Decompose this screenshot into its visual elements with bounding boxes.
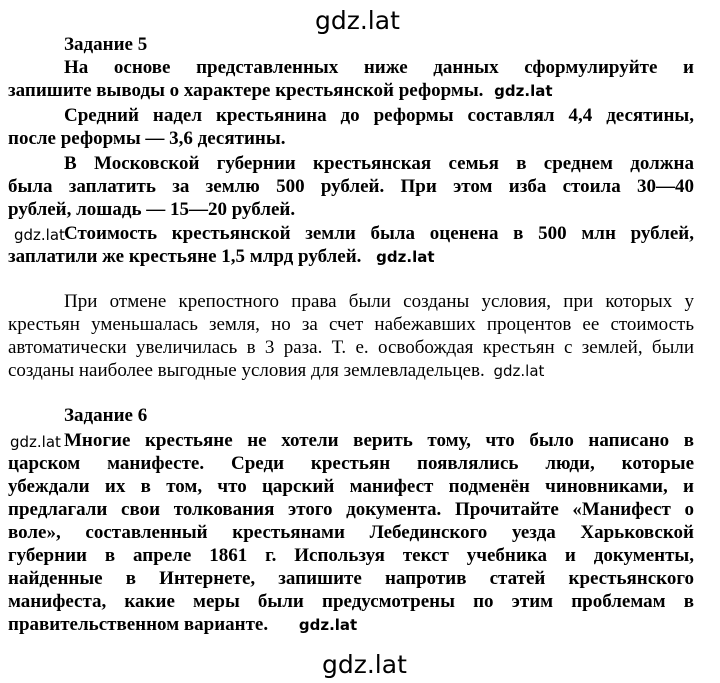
task5-line-3: Средний надел крестьянина до реформы составлял 4,4 десятины,: [64, 105, 694, 126]
task5-line-9-text: заплатили же крестьяне 1,5 млрд рублей.: [8, 246, 362, 267]
watermark-inline-6: gdz.lat: [298, 616, 358, 634]
answer-line-4: [8, 359, 694, 383]
watermark-inline-5: gdz.lat: [10, 433, 61, 451]
watermark-bottom: gdz.lat: [322, 650, 407, 679]
watermark-inline-1: gdz.lat: [494, 82, 553, 100]
task5-heading: Задание 5: [64, 34, 148, 55]
answer-line-4-text: созданы наиболее выгодные условия для землевладельцев.: [8, 360, 485, 381]
task6-line-8: манифеста, какие меры были предусмотрены по этим проблемам в: [8, 591, 694, 612]
task5-line-9: [8, 245, 694, 269]
watermark-inline-4: gdz.lat: [493, 362, 545, 380]
task5-line-6: была заплатить за землю 500 рублей. При этом изба стоила 30—40: [8, 176, 694, 197]
answer-line-3: автоматически увеличилась в 3 раза. Т. е. освобождая крестьян с землей, были: [8, 337, 694, 358]
task5-line-2: [8, 79, 694, 103]
task6-line-3: убеждали их в том, что царский манифест подменён чиновниками, и: [8, 476, 694, 497]
task6-line-5: воле», составленный крестьянами Лебединского уезда Харьковской: [8, 522, 694, 543]
task5-line-5: В Московской губернии крестьянская семья в среднем должна: [64, 153, 694, 174]
task6-line-1: Многие крестьяне не хотели верить тому, что было написано в: [64, 430, 694, 451]
task6-line-6: губернии в апреле 1861 г. Используя текст учебника и документы,: [8, 545, 694, 566]
task5-line-4: после реформы — 3,6 десятины.: [8, 128, 286, 149]
task6-line-9: [8, 613, 694, 637]
task5-line-7: рублей, лошадь — 15—20 рублей.: [8, 199, 296, 220]
task6-heading: Задание 6: [64, 405, 148, 426]
watermark-inline-2: gdz.lat: [14, 226, 65, 244]
answer-line-2: крестьян уменьшалась земля, но за счет набежавших процентов ее стоимость: [8, 314, 694, 335]
task6-line-9-text: правительственном варианте.: [8, 614, 269, 635]
task5-line-1: На основе представленных ниже данных сформулируйте и: [64, 57, 694, 78]
task6-line-4: предлагали свои толкования этого документа. Прочитайте «Манифест о: [8, 499, 694, 520]
task6-line-7: найденные в Интернете, запишите напротив статей крестьянского: [8, 568, 694, 589]
task6-line-2: царском манифесте. Среди крестьян появлялись люди, которые: [8, 453, 694, 474]
task5-line-2-text: запишите выводы о характере крестьянской реформы.: [8, 80, 484, 101]
task5-line-8: Стоимость крестьянской земли была оценена в 500 млн рублей,: [64, 223, 694, 244]
watermark-top: gdz.lat: [315, 6, 400, 35]
watermark-inline-3: gdz.lat: [376, 248, 435, 266]
answer-line-1: При отмене крепостного права были созданы условия, при которых у: [64, 291, 694, 312]
